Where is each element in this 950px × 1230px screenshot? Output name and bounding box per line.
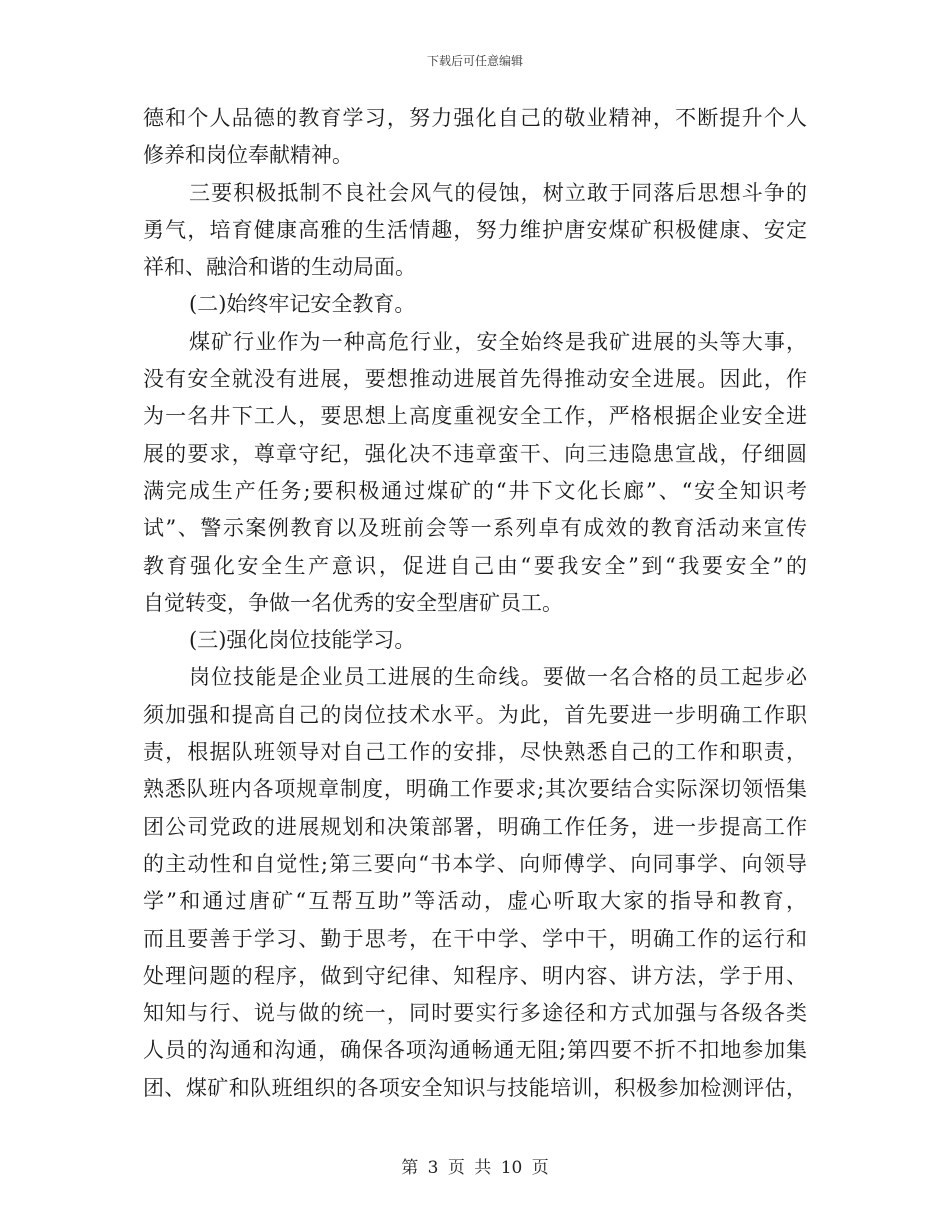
text-line: 团公司党政的进展规划和决策部署，明确工作任务，进一步提高工作 <box>143 814 807 839</box>
document-body <box>143 100 807 1107</box>
text-line: 的主动性和自觉性;第三要向“书本学、向师傅学、向同事学、向领导 <box>143 851 807 876</box>
text-line: 修养和岗位奉献精神。 <box>143 143 353 168</box>
text-line: 知知与行、说与做的统一，同时要实行多途径和方式加强与各级各类 <box>143 1001 807 1026</box>
text-line: 为一名井下工人，要思想上高度重视安全工作，严格根据企业安全进 <box>143 404 807 429</box>
text-line: 而且要善于学习、勤于思考，在干中学、学中干，明确工作的运行和 <box>143 926 807 951</box>
text-line: 处理问题的程序，做到守纪律、知程序、明内容、讲方法，学于用、 <box>143 963 807 988</box>
text-line: 祥和、融洽和谐的生动局面。 <box>143 255 416 280</box>
text-line: 须加强和提高自己的岗位技术水平。为此，首先要进一步明确工作职 <box>143 702 807 727</box>
text-line: 自觉转变，争做一名优秀的安全型唐矿员工。 <box>143 590 563 615</box>
text-line: 岗位技能是企业员工进展的生命线。要做一名合格的员工起步必 <box>189 665 807 690</box>
text-line: 教育强化安全生产意识，促进自己由“要我安全”到“我要安全”的 <box>143 553 807 578</box>
page-header: 下载后可任意编辑 <box>426 54 523 68</box>
text-line: 德和个人品德的教育学习，努力强化自己的敬业精神，不断提升个人 <box>143 106 807 130</box>
text-line: 满完成生产任务;要积极通过煤矿的“井下文化长廊”、“安全知识考 <box>143 478 807 503</box>
text-line: 没有安全就没有进展，要想推动进展首先得推动安全进展。因此，作 <box>143 367 807 392</box>
text-line: 责，根据队班领导对自己工作的安排，尽快熟悉自己的工作和职责， <box>143 740 807 765</box>
text-line: 展的要求，尊章守纪，强化决不违章蛮干、向三违隐患宣战，仔细圆 <box>143 441 807 466</box>
text-line: 三要积极抵制不良社会风气的侵蚀，树立敢于同落后思想斗争的 <box>189 180 807 205</box>
text-line: 煤矿行业作为一种高危行业，安全始终是我矿进展的头等大事， <box>189 329 807 354</box>
text-line: 团、煤矿和队班组织的各项安全知识与技能培训，积极参加检测评估， <box>143 1075 807 1100</box>
text-line: 试”、警示案例教育以及班前会等一系列卓有成效的教育活动来宣传 <box>143 516 807 541</box>
text-line: 熟悉队班内各项规章制度，明确工作要求;其次要结合实际深切领悟集 <box>143 777 807 802</box>
text-line: 勇气，培育健康高雅的生活情趣，努力维护唐安煤矿积极健康、安定 <box>143 217 807 242</box>
page-footer: 第 3 页 共 10 页 <box>401 1158 549 1178</box>
text-line: 人员的沟通和沟通，确保各项沟通畅通无阻;第四要不折不扣地参加集 <box>143 1038 807 1063</box>
text-line: 学”和通过唐矿“互帮互助”等活动，虚心听取大家的指导和教育， <box>143 889 807 914</box>
text-line: (二)始终牢记安全教育。 <box>189 292 416 317</box>
text-line: (三)强化岗位技能学习。 <box>189 628 416 653</box>
